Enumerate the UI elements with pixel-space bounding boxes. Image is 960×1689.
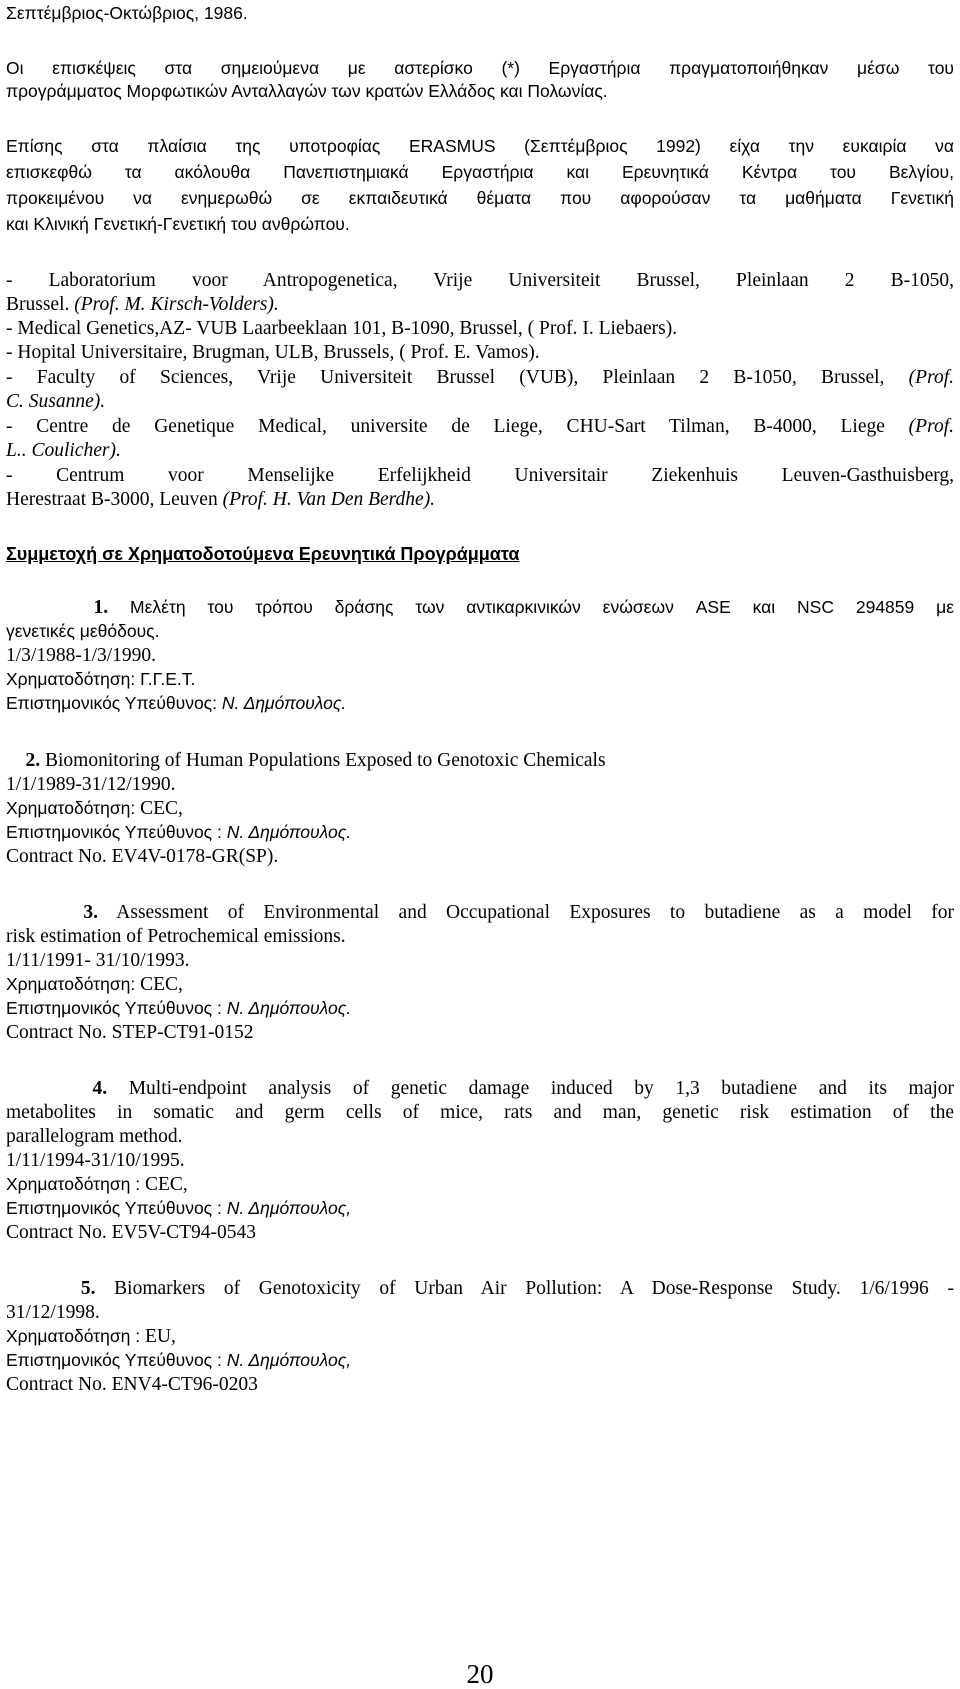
program-responsible [6,997,351,1020]
responsible-name: Ν. Δημόπουλος, [226,1198,352,1218]
erasmus-line: επισκεφθώ τα ακόλουθα Πανεπιστημιακά Εργαστήρια και Ερευνητικά Κέντρα του Βελγίου, [6,162,954,182]
lab-address: - Centre de Genetique Medical, universite de Liege, CHU-Sart Tilman, B-4000, Liege [6,416,909,437]
responsible-name: Ν. Δημόπουλος. [226,822,352,842]
program-dates: 1/11/1994-31/10/1995. [6,1150,185,1171]
section-title: Συμμετοχή σε Χρηματοδοτούμενα Ερευνητικά Προγράμματα [6,544,520,564]
program-dates: 1/1/1989-31/12/1990. [6,774,176,795]
funding-value: Γ.Γ.Ε.Τ. [140,669,196,689]
program-title-line [6,596,954,619]
lab-professor: C. Susanne). [6,391,106,412]
exchange-note-line: προγράμματος Μορφωτικών Ανταλλαγών των κρατών Ελλάδος και Πολωνίας. [6,81,608,101]
program-dates: 1/11/1991- 31/10/1993. [6,950,190,971]
funding-label: Χρηματοδότηση: [6,974,141,994]
program-title-line [6,901,954,924]
funding-value: CEC, [140,798,183,819]
responsible-name: Ν. Δημόπουλος. [226,998,352,1018]
program-funding [6,1325,176,1348]
funding-label: Χρηματοδότηση : [6,1326,145,1346]
lab-entry-line [6,293,279,316]
program-responsible [6,821,351,844]
lab-entry-line: - Centrum voor Menselijke Erfelijkheid Universitair Ziekenhuis Leuven-Gasthuisberg, [6,465,954,486]
lab-address: Herestraat B-3000, Leuven [6,489,223,510]
program-funding [6,1173,188,1196]
erasmus-line: προκειμένου να ενημερωθώ σε εκπαιδευτικά θέματα που αφορούσαν τα μαθήματα Γενετική [6,188,954,208]
program-number: 5. [80,1278,96,1299]
program-title-line [6,749,606,772]
funding-label: Χρηματοδότηση: [6,798,141,818]
program-responsible [6,1349,351,1372]
lab-professor: (Prof. [908,367,954,388]
lab-entry-line: - Laboratorium voor Antropogenetica, Vrije Universiteit Brussel, Pleinlaan 2 B-1050, [6,270,954,291]
program-title-line [6,1277,954,1300]
program-title-line: metabolites in somatic and germ cells of mice, rats and man, genetic risk estimation of the [6,1102,954,1123]
program-title: Biomonitoring of Human Populations Exposed to Genotoxic Chemicals [45,750,606,771]
program-dates: 1/3/1988-1/3/1990. [6,645,157,666]
funding-label: Χρηματοδότηση : [6,1174,145,1194]
lab-entry-line [6,488,435,511]
program-title-line [6,1077,954,1100]
lab-entry-line [6,415,954,438]
program-contract: Contract No. EV5V-CT94-0543 [6,1222,257,1243]
lab-professor: (Prof. H. Van Den Berdhe). [222,489,436,510]
program-title-line: γενετικές μεθόδους. [6,621,160,641]
program-number: 2. [25,750,41,771]
lab-entry-line: - Hopital Universitaire, Brugman, ULB, Brussels, ( Prof. E. Vamos). [6,342,540,363]
program-title-line: risk estimation of Petrochemical emissions. [6,926,346,947]
lab-professor: (Prof. M. Kirsch-Volders). [74,294,279,315]
exchange-note-line: Οι επισκέψεις στα σημειούμενα με αστερίσκο (*) Εργαστήρια πραγματοποιήθηκαν μέσω του [6,58,954,78]
program-contract: Contract No. STEP-CT91-0152 [6,1022,254,1043]
program-title: Biomarkers of Genotoxicity of Urban Air Pollution: A Dose-Response Study. 1/6/1996 - [114,1278,955,1299]
responsible-label: Επιστημονικός Υπεύθυνος: [6,693,222,713]
page-number: 20 [466,1659,494,1689]
responsible-name: Ν. Δημόπουλος, [226,1350,352,1370]
program-contract: Contract No. ENV4-CT96-0203 [6,1374,258,1395]
lab-entry-line [6,366,954,389]
lab-address: - Faculty of Sciences, Vrije Universiteit Brussel (VUB), Pleinlaan 2 B-1050, Brussel, [6,367,909,388]
program-funding [6,668,195,691]
program-number: 3. [83,902,99,923]
erasmus-line: Επίσης στα πλαίσια της υποτροφίας ERASMUS (Σεπτέμβριος 1992) είχα την ευκαιρία να [6,136,954,156]
lab-professor: L.. Coulicher). [6,440,121,461]
responsible-label: Επιστημονικός Υπεύθυνος : [6,822,227,842]
program-funding [6,797,183,820]
lab-entry-line: - Medical Genetics,AZ- VUB Laarbeeklaan 101, B-1090, Brussel, ( Prof. I. Liebaers). [6,318,678,339]
program-number: 1. [93,597,109,618]
program-title: Assessment of Environmental and Occupational Exposures to butadiene as a model for [116,902,955,923]
program-title: Μελέτη του τρόπου δράσης των αντικαρκινικών ενώσεων ASE και NSC 294859 με [130,597,955,617]
program-contract: Contract No. EV4V-0178-GR(SP). [6,846,279,867]
responsible-name: Ν. Δημόπουλος. [221,693,347,713]
erasmus-line: και Κλινική Γενετική-Γενετική του ανθρώπου. [6,214,350,234]
lab-city: Brussel. [6,294,75,315]
funding-value: EU, [144,1326,176,1347]
lab-professor: (Prof. [908,416,954,437]
funding-value: CEC, [140,974,183,995]
visit-date: Σεπτέμβριος-Οκτώβριος, 1986. [6,3,248,23]
program-number: 4. [92,1078,108,1099]
program-responsible [6,692,346,715]
program-funding [6,973,183,996]
program-responsible [6,1197,351,1220]
funding-value: CEC, [144,1174,188,1195]
program-title-line: 31/12/1998. [6,1302,100,1323]
responsible-label: Επιστημονικός Υπεύθυνος : [6,1198,227,1218]
responsible-label: Επιστημονικός Υπεύθυνος : [6,998,227,1018]
program-title: Multi-endpoint analysis of genetic damage induced by 1,3 butadiene and its major [128,1078,955,1099]
program-title-line: parallelogram method. [6,1126,183,1147]
funding-label: Χρηματοδότηση: [6,669,141,689]
responsible-label: Επιστημονικός Υπεύθυνος : [6,1350,227,1370]
